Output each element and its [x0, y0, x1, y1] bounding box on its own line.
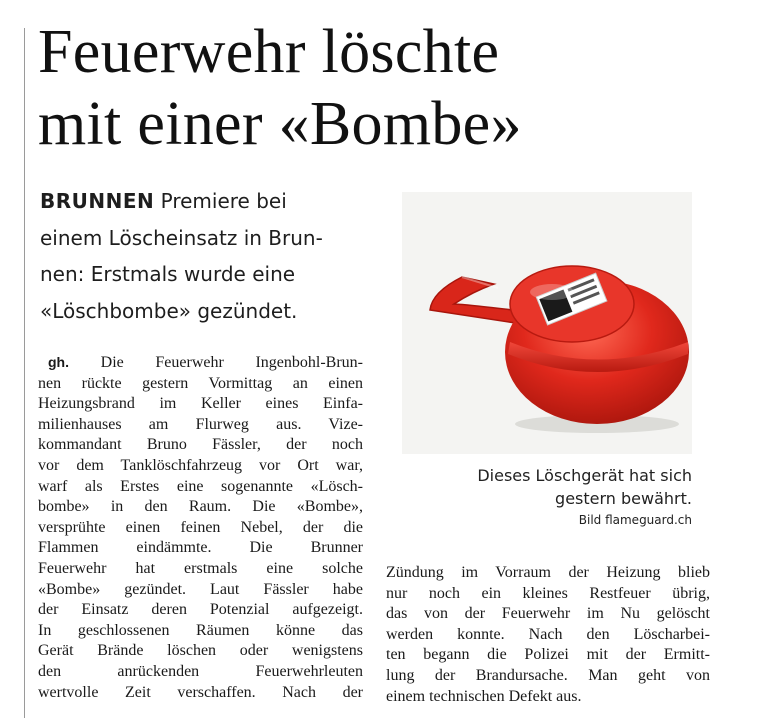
headline-line-2: mit einer «Bombe» [38, 90, 522, 158]
body-line: Feuerwehr hat erstmals eine solche [38, 559, 363, 577]
body-line: «Bombe» gezündet. Laut Fässler habe [38, 580, 363, 598]
lead-line-3: nen: Erstmals wurde eine [40, 262, 296, 286]
caption-line-1: Dieses Löschgerät hat sich [477, 466, 692, 485]
body-line: Flammen eindämmte. Die Brunner [38, 539, 363, 557]
body-line: Zündung im Vorraum der Heizung blieb [386, 564, 710, 581]
body-line: den anrückenden Feuerwehrleuten [38, 662, 363, 680]
body-line: lung der Brandursache. Man geht von [386, 666, 710, 684]
body-line: versprühte einen feinen Nebel, der die [38, 518, 363, 536]
body-line: einem technischen Defekt aus. [386, 687, 582, 705]
body-line: wertvolle Zeit verschaffen. Nach der [38, 683, 363, 701]
article-headline [38, 16, 738, 160]
lead-line-1 [40, 183, 340, 220]
body-line: nur noch ein kleines Restfeuer übrig, [386, 584, 710, 602]
body-line: Gerät Brände löschen oder wenigstens [38, 642, 363, 660]
body-column-1 [38, 352, 363, 703]
body-line: der Einsatz deren Potenzial aufgezeigt. [38, 601, 363, 619]
article-lead [40, 183, 340, 329]
body-line: ten begann die Polizei mit der Ermitt- [386, 646, 710, 664]
photo-caption [402, 464, 692, 510]
body-line: Heizungsbrand im Keller eines Einfa- [38, 395, 363, 413]
article-photo [402, 192, 692, 454]
fire-extinguisher-ball-image [402, 192, 692, 454]
body-line: werden konnte. Nach den Löscharbei- [386, 625, 710, 643]
body-line: bombe» in den Raum. Die «Bombe», [38, 498, 363, 516]
caption-line-2: gestern bewährt. [555, 489, 692, 508]
body-first-text: Die Feuerwehr Ingenbohl-Brun- [100, 354, 364, 371]
body-line: das von der Feuerwehr im Nu gelöscht [386, 605, 710, 623]
ball-highlight [530, 284, 574, 300]
column-rule [24, 28, 25, 718]
author-initials: gh. [48, 354, 69, 370]
body-line: milienhauses am Flurweg aus. Vize- [38, 415, 363, 433]
headline-line-1: Feuerwehr löschte [38, 18, 500, 86]
body-column-2 [386, 563, 710, 707]
body-line: nen rückte gestern Vormittag an einen [38, 374, 363, 392]
photo-credit: Bild flameguard.ch [578, 513, 692, 527]
lead-line-4: «Löschbombe» gezündet. [40, 298, 298, 323]
body-line: warf als Erstes eine sogenannte «Lösch- [38, 477, 363, 495]
lead-text-1: Premiere bei [160, 189, 287, 213]
body-line: vor dem Tanklöschfahrzeug vor Ort war, [38, 456, 363, 474]
body-line: kommandant Bruno Fässler, der noch [38, 436, 363, 454]
body-line [38, 352, 363, 374]
lead-line-2: einem Löscheinsatz in Brun- [40, 225, 323, 250]
body-line: In geschlossenen Räumen könne das [38, 621, 363, 639]
dateline: BRUNNEN [40, 189, 155, 213]
